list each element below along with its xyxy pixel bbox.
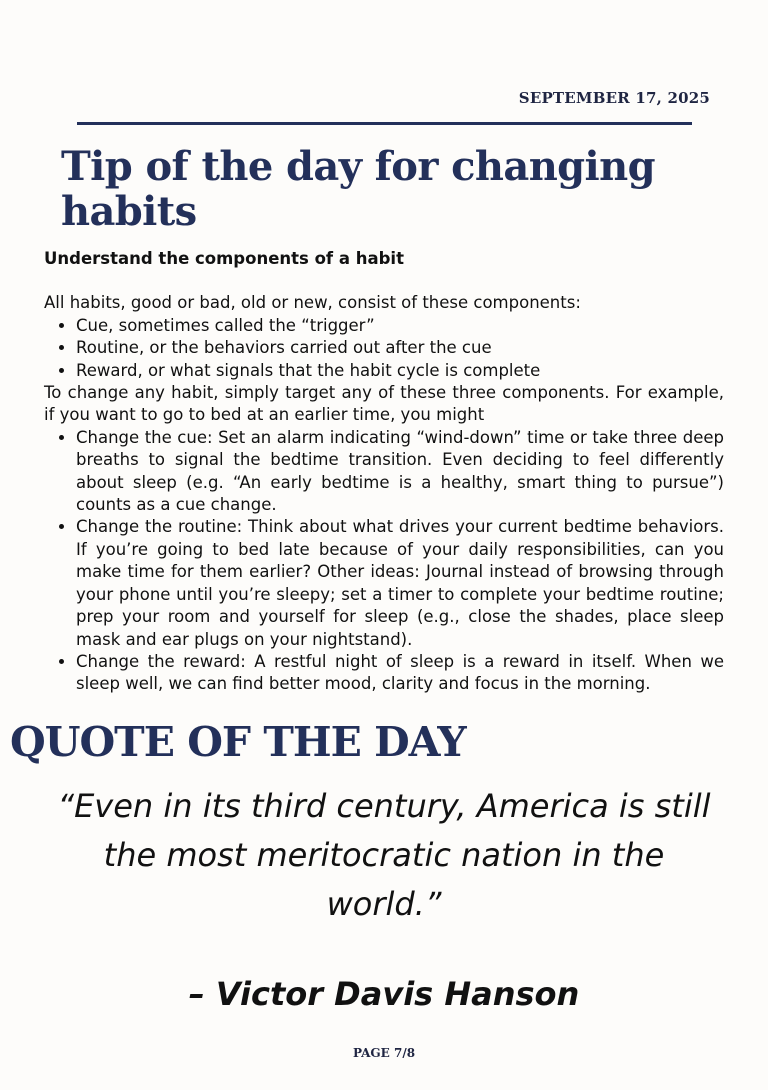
list-item: • Cue, sometimes called the “trigger” <box>76 315 724 337</box>
list-item: • Routine, or the behaviors carried out after the cue <box>76 337 724 359</box>
list-item: • Change the cue: Set an alarm indicating “wind-down” time or take three deep breaths to signal the bedtime transition. Even deciding to feel differently about sleep (e.g. “An early bedtime is a healthy, smart thing to pursue”) counts as a cue change. <box>76 427 724 517</box>
quote-text: “Even in its third century, America is still the most meritocratic nation in the world.” <box>57 787 711 923</box>
list-item: • Reward, or what signals that the habit cycle is complete <box>76 360 724 382</box>
tip-intro: All habits, good or bad, old or new, consist of these components: <box>44 293 581 313</box>
quote-author: – Victor Davis Hanson <box>188 975 580 1013</box>
tip-subheading: Understand the components of a habit <box>44 249 404 268</box>
list-item: • Change the routine: Think about what drives your current bedtime behaviors. If you’re going to bed late because of your daily responsibilities, can you make time for them earlier? Other ideas: Journal instead of browsing through your phone until you’re sleepy; set a timer to complete your bedtime routine; prep your room and yourself for sleep (e.g., close the shades, place sleep mask and ear plugs on your nightstand). <box>76 516 724 650</box>
components-list <box>44 315 724 382</box>
date-label: SEPTEMBER 17, 2025 <box>518 89 710 107</box>
list-item: • Change the reward: A restful night of sleep is a reward in itself. When we sleep well, we can find better mood, clarity and focus in the morning. <box>76 651 724 696</box>
page-number: PAGE 7/8 <box>352 1046 416 1060</box>
tip-body: To change any habit, simply target any of these three components. For example, if you want to go to bed at an earlier time, you might <box>44 383 724 425</box>
header-divider <box>77 122 692 125</box>
quote-heading: QUOTE OF THE DAY <box>10 718 466 766</box>
changes-list <box>44 427 724 696</box>
tip-content <box>44 248 724 696</box>
tip-title: Tip of the day for changing habits <box>61 143 655 235</box>
